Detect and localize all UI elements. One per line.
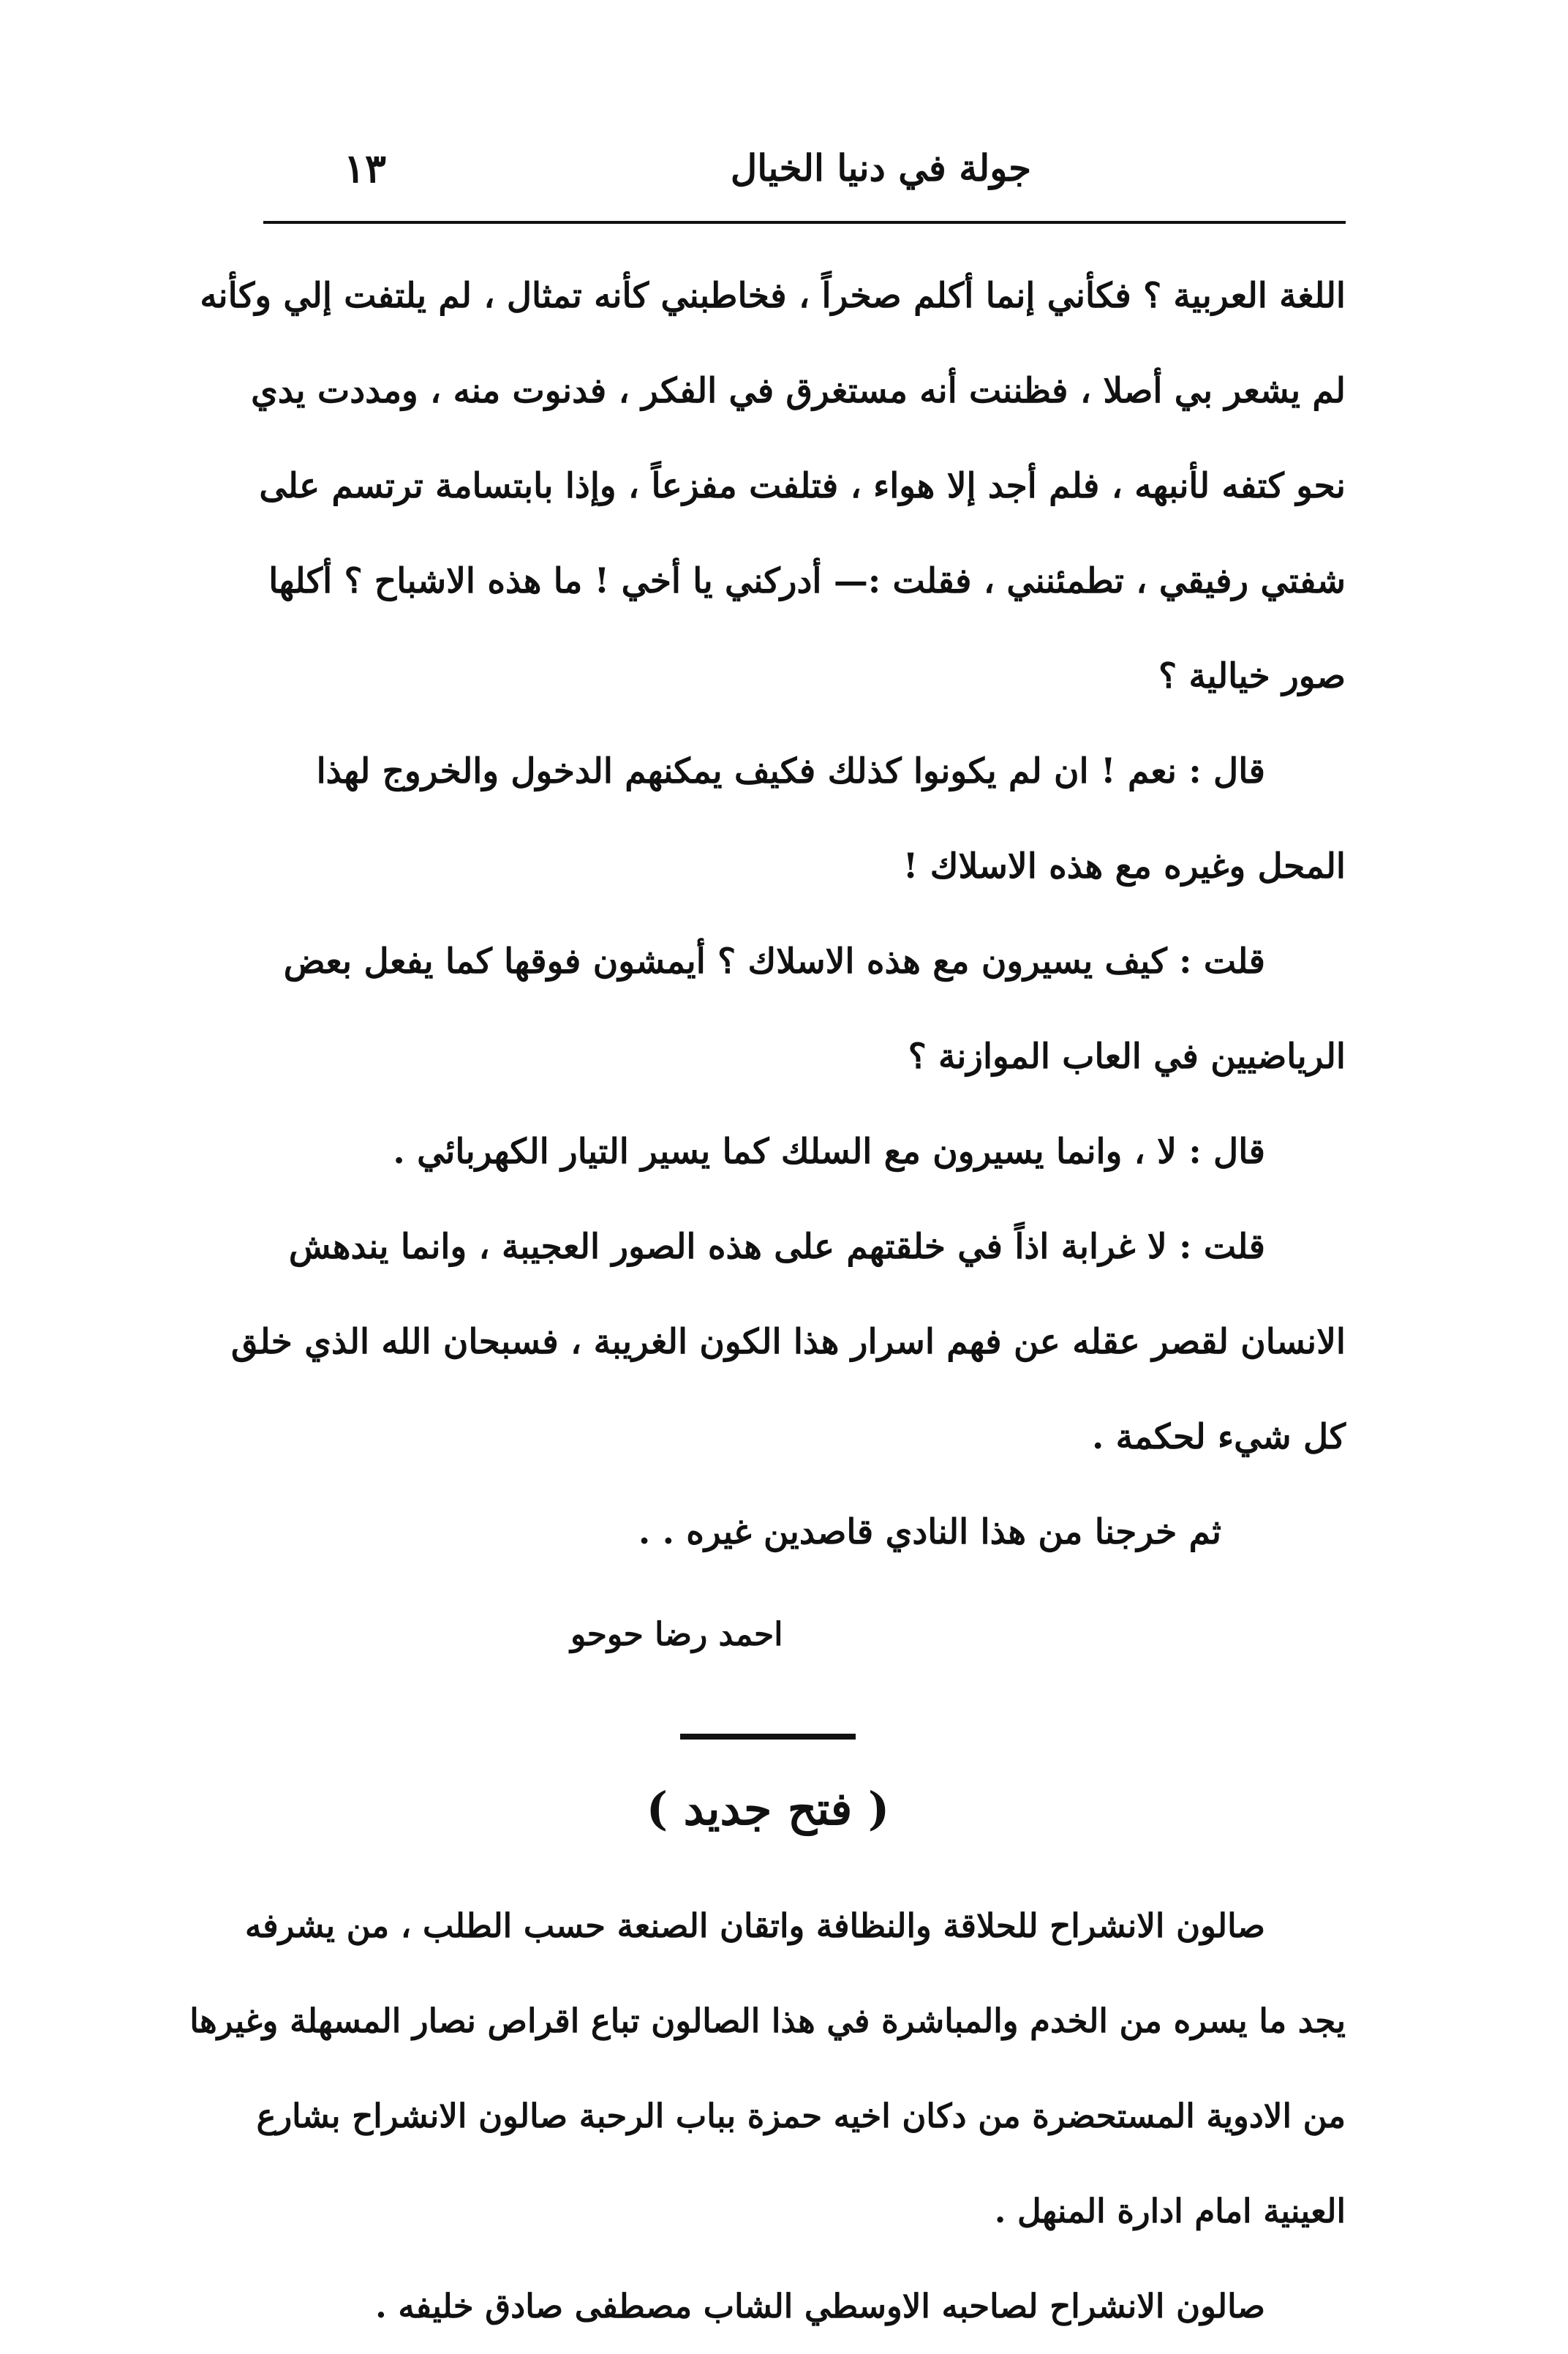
text-line: قال : لا ، وانما يسيرون مع السلك كما يسير التيار الكهربائي . [393, 1132, 1265, 1172]
text-line: الانسان لقصر عقله عن فهم اسرار هذا الكون الغريبة ، فسبحان الله الذي خلق [231, 1322, 1346, 1362]
text-line: قلت : كيف يسيرون مع هذه الاسلاك ؟ أيمشون فوقها كما يفعل بعض [283, 941, 1265, 982]
header-rule [263, 221, 1346, 224]
section-title: ( فتح جديد ) [646, 1782, 890, 1835]
page-header [263, 132, 1346, 212]
text-line: اللغة العربية ؟ فكأني إنما أكلم صخراً ، فخاطبني كأنه تمثال ، لم يلتفت إلي وكأنه [200, 276, 1346, 316]
page-number: ١٣ [344, 145, 387, 192]
text-line: صور خيالية ؟ [1158, 656, 1346, 696]
page-body [189, 249, 1346, 2354]
text-line: لم يشعر بي أصلا ، فظننت أنه مستغرق في الفكر ، فدنوت منه ، ومددت يدي [251, 371, 1346, 411]
text-line: المحل وغيره مع هذه الاسلاك ! [902, 846, 1346, 887]
text-line: العينية امام ادارة المنهل . [994, 2192, 1346, 2230]
text-line: ثم خرجنا من هذا النادي قاصدين غيره . . [638, 1512, 1221, 1552]
text-line: شفتي رفيقي ، تطمئنني ، فقلت :— أدركني يا أخي ! ما هذه الاشباح ؟ أكلها [268, 561, 1346, 601]
text-line: كل شيء لحكمة . [1091, 1417, 1346, 1457]
text-line: الرياضيين في العاب الموازنة ؟ [908, 1037, 1346, 1077]
announcement [189, 1879, 1346, 2354]
text-line: صالون الانشراح لصاحبه الاوسطي الشاب مصطفى صادق خليفه . [375, 2287, 1265, 2325]
section-divider [680, 1734, 856, 1740]
text-line: قلت : لا غرابة اذاً في خلقتهم على هذه الصور العجيبة ، وانما يندهش [288, 1227, 1265, 1267]
text-line: قال : نعم ! ان لم يكونوا كذلك فكيف يمكنهم الدخول والخروج لهذا [316, 751, 1265, 791]
text-line: يجد ما يسره من الخدم والمباشرة في هذا الصالون تباع اقراص نصار المسهلة وغيرها [189, 2001, 1346, 2040]
running-title: جولة في دنيا الخيال [730, 146, 1031, 189]
text-line: صالون الانشراح للحلاقة والنظافة واتقان الصنعة حسب الطلب ، من يشرفه [244, 1906, 1265, 1945]
author-signature: احمد رضا حوحو [570, 1616, 783, 1653]
text-line: نحو كتفه لأنبهه ، فلم أجد إلا هواء ، فتلفت مفزعاً ، وإذا بابتسامة ترتسم على [259, 466, 1346, 506]
text-line: من الادوية المستحضرة من دكان اخيه حمزة بباب الرحبة صالون الانشراح بشارع [256, 2097, 1346, 2135]
